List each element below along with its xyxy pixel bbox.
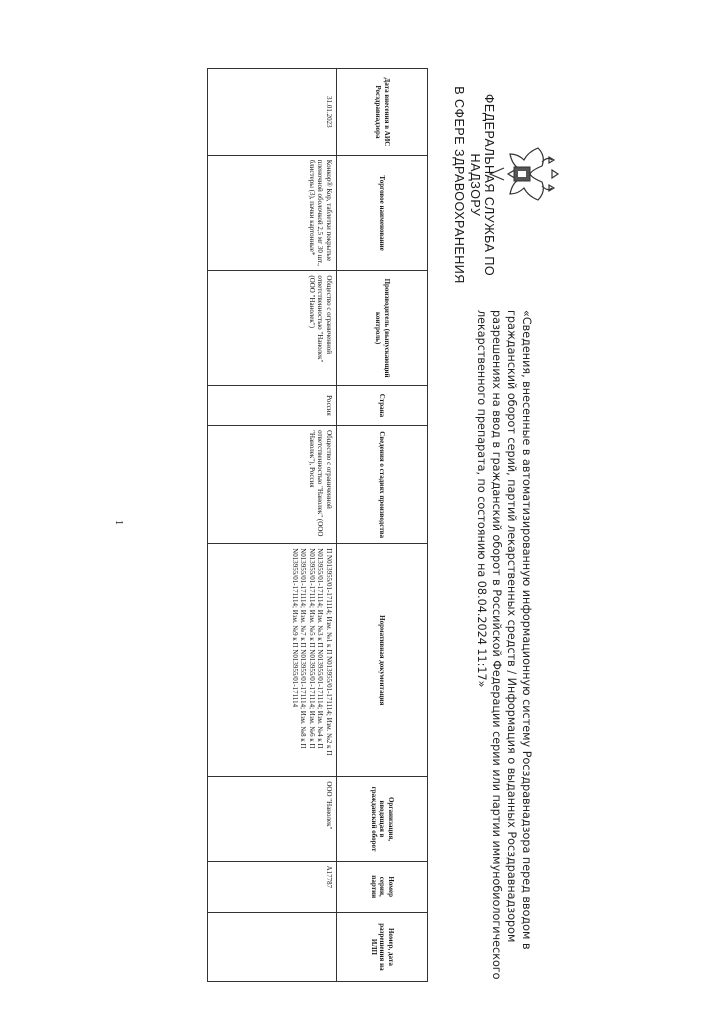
cell-permit (208, 912, 337, 981)
cell-normative: П N013955/01-171114; Изм. №1 к П N013955/01-171114; Изм. №2 к П N013955/01-171114; Изм. №3 к П N013955/01-171114; Изм. №4 к П N013955/01-171114; Изм. №5 к П N013955/01-171114; Изм. №6 к П N013955/01-171114; Изм. №7 к П N013955/01-171114; Изм. №8 к П N013955/01-171114; Изм. №9 к П N013955/01-171114 (208, 544, 337, 777)
registry-table (207, 68, 428, 982)
cell-stages: Общество с ограниченной ответственностью "Нанолек" (ООО "Нанолек"), Россия (208, 426, 337, 544)
table-row (208, 69, 337, 982)
header-organization: Организация, вводящая в гражданский оборот (337, 777, 428, 861)
cell-series: А17787 (208, 861, 337, 912)
agency-name-line2: В СФЕРЕ ЗДРАВООХРАНЕНИЯ (452, 86, 466, 284)
header-country: Страна (337, 385, 428, 425)
page-number: 1 (113, 520, 124, 525)
header-series: Номер серии, партии (337, 861, 428, 912)
cell-country: Россия (208, 385, 337, 425)
header-stages: Сведения о стадиях производства (337, 426, 428, 544)
cell-organization: ООО "Нанолек" (208, 777, 337, 861)
agency-name (452, 70, 496, 300)
agency-name-line1: ФЕДЕРАЛЬНАЯ СЛУЖБА ПО НАДЗОРУ (468, 93, 496, 277)
cell-date: 31.01.2023 (208, 69, 337, 156)
cell-manufacturer: Общество с ограниченной ответственностью "Нанолек" (ООО "Нанолек") (208, 271, 337, 385)
header-manufacturer: Производитель (выпускающий контроль) (337, 271, 428, 385)
double-headed-eagle-emblem-icon (484, 138, 564, 210)
table-header-row (337, 69, 428, 982)
document-title: «Сведения, внесенные в автоматизированную информационную систему Росздравнадзора перед вводом в гражданский оборот серий, партий лекарственных средств / Информация о выданных Росздравнадзором разрешениях на ввод в гражданский оборот в Российской Федерации серии или партии иммунобиологического лекарственного препарата, по состоянию на 08.04.2024 11:17» (475, 310, 533, 980)
header-permit: Номер, дата разрешения на ИЛП (337, 912, 428, 981)
cell-name: Конкор® Кор, таблетки покрытые пленочной оболочкой 2,5 мг 30 шт., блистеры (3), пачки картонные* (208, 155, 337, 271)
header-name: Торговое наименование (337, 155, 428, 271)
header-normative: Нормативная документация (337, 544, 428, 777)
header-date: Дата внесения в АИС Росздравнадзора (337, 69, 428, 156)
